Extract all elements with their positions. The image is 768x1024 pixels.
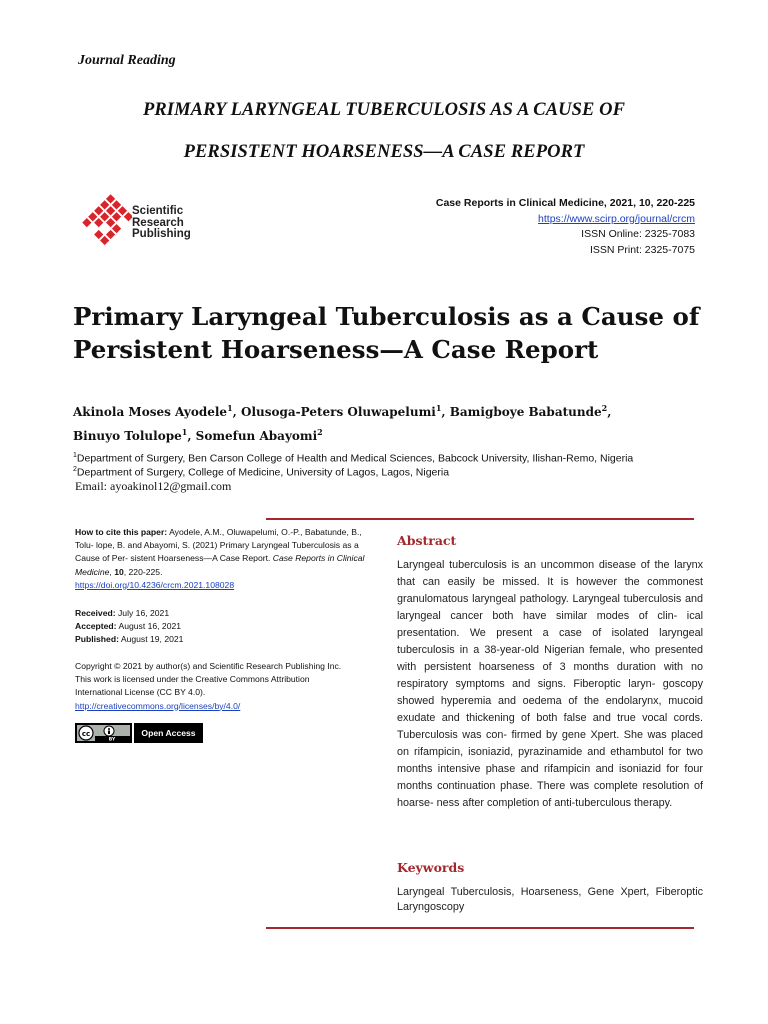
accepted-date: August 16, 2021 [116, 621, 182, 632]
copyright-text: Copyright © 2021 by author(s) and Scientific Research Publishing Inc. [75, 661, 342, 671]
journal-url-link[interactable]: https://www.scirp.org/journal/crcm [538, 212, 695, 225]
cc-badge-label: cc [81, 730, 91, 738]
affiliation-text: Department of Surgery, Ben Carson College of Health and Medical Sciences, Babcock University, Ilishan-Remo, Nigeria [76, 452, 634, 465]
bottom-divider [266, 927, 694, 929]
keywords-text: Laryngeal Tuberculosis, Hoarseness, Gene Xpert, Fiberoptic Laryngoscopy [397, 886, 703, 913]
issn-online: ISSN Online: 2325-7083 [581, 228, 695, 240]
published-label: Published: [75, 634, 119, 645]
citation-text: Ayodele, A.M., Oluwapelumi, O.-P., Babatunde, B., Tolu- lope, B. and Abayomi, S. (2021) Primary Laryngeal Tuberculosis as a Cause of Per- sistent Hoarseness—A Case Report. [75, 527, 362, 564]
contact-email: Email: ayoakinol12@gmail.com [75, 479, 232, 493]
author-name: Binuyo Tolulope [73, 429, 182, 443]
author-list: Akinola Moses Ayodele$^1$, Olusoga-Peters Oluwapelumi$^1$, Bamigboye Babatunde$^2$, Binuyo Tolulope$^1$, Somefun Abayomi$^2$ [73, 403, 612, 443]
affiliation [73, 463, 449, 480]
page-title-line-2: PERSISTENT HOARSENESS—A CASE REPORT [183, 142, 585, 162]
doi-link[interactable]: https://doi.org/10.4236/crcm.2021.108028 [75, 579, 235, 590]
affiliation-number: 2 [73, 466, 77, 473]
keywords-heading: Keywords [397, 860, 465, 875]
author-affiliation-mark: 1 [227, 403, 233, 413]
license-block [75, 660, 343, 713]
author-name: Somefun Abayomi [195, 429, 318, 443]
license-link[interactable]: http://creativecommons.org/licenses/by/4.0/ [75, 700, 241, 711]
license-text: This work is licensed under the Creative Commons Attribution International License (CC BY 4.0). [75, 674, 310, 698]
affiliation-number: 1 [73, 452, 77, 459]
citation-journal: Case Reports in Clinical Medicine [75, 553, 365, 577]
author-affiliation-mark: 1 [181, 427, 188, 437]
article-title-line-2: Persistent Hoarseness—A Case Report [73, 335, 599, 364]
creative-commons-icon [75, 723, 132, 743]
author-affiliation-mark: 2 [317, 427, 323, 437]
received-date: July 16, 2021 [115, 608, 170, 618]
abstract-heading: Abstract [397, 533, 457, 548]
received-label: Received: [75, 608, 116, 618]
dates-block [75, 607, 377, 647]
journal-info [436, 196, 695, 258]
cc-by-badge[interactable] [75, 723, 132, 743]
affiliation-text: Department of Surgery, College of Medicine, University of Lagos, Lagos, Nigeria [76, 466, 450, 479]
publisher-name-line-3: Publishing [132, 228, 191, 240]
publisher-name-line-2: Research [132, 216, 184, 229]
author-affiliation-mark: 1 [435, 403, 442, 413]
abstract-text: Laryngeal tuberculosis is an uncommon disease of the larynx that can easily be missed. It is however the commonest granulomatous laryngeal pathology. Laryngeal tuberculosis and laryngeal cancer both have similar modes of clin- ical presentation. We present a case of isolated laryngeal tuberculosis in a 38-year-old Nigerian female, who presented with persistent hoarseness of 3 months duration with no respiratory symptoms and signs. Fiberoptic laryn- goscopy showed hyperemia and oedema of the endolarynx, mucoid exudate and thickening of both false and true vocal cords. Tuberculosis was con- firmed by gene Xpert. She was placed on rifampicin, isoniazid, pyrazinamide and ethambutol for two months intensive phase and rifampicin and isoniazid for four months continuation phase. There was complete resolution of hoarse- ness after completion of anti-tuberculous therapy. [397, 559, 703, 809]
accepted-label: Accepted: [75, 621, 117, 632]
article-title-line-1: Primary Laryngeal Tuberculosis as a Cause of [73, 302, 700, 331]
publisher-name [132, 206, 191, 241]
citation-pages: , 220-225. [123, 566, 163, 577]
citation-label: How to cite this paper: [75, 527, 168, 537]
issn-print: ISSN Print: 2325-7075 [589, 243, 695, 256]
author-name: Olusoga-Peters Oluwapelumi [241, 405, 436, 419]
author-name: Akinola Moses Ayodele [73, 405, 228, 419]
journal-reading-label: Journal Reading [78, 53, 176, 68]
open-access-badge[interactable]: Open Access [134, 723, 203, 743]
scirp-logo-icon [76, 194, 132, 250]
citation-separator: , [109, 566, 115, 577]
citation-block [75, 526, 377, 592]
author-affiliation-mark: 2 [601, 403, 608, 413]
journal-citation: Case Reports in Clinical Medicine, 2021, 10, 220-225 [435, 197, 695, 209]
top-divider [266, 518, 694, 520]
by-badge-label: BY [108, 737, 116, 743]
publisher-name-line-1: Scientific [132, 205, 184, 217]
article-title [73, 300, 713, 366]
citation-volume: 10 [114, 566, 124, 577]
published-date: August 19, 2021 [118, 634, 184, 645]
author-name: Bamigboye Babatunde [449, 405, 602, 419]
page-title-line-1: PRIMARY LARYNGEAL TUBERCULOSIS AS A CAUSE OF [142, 100, 626, 120]
